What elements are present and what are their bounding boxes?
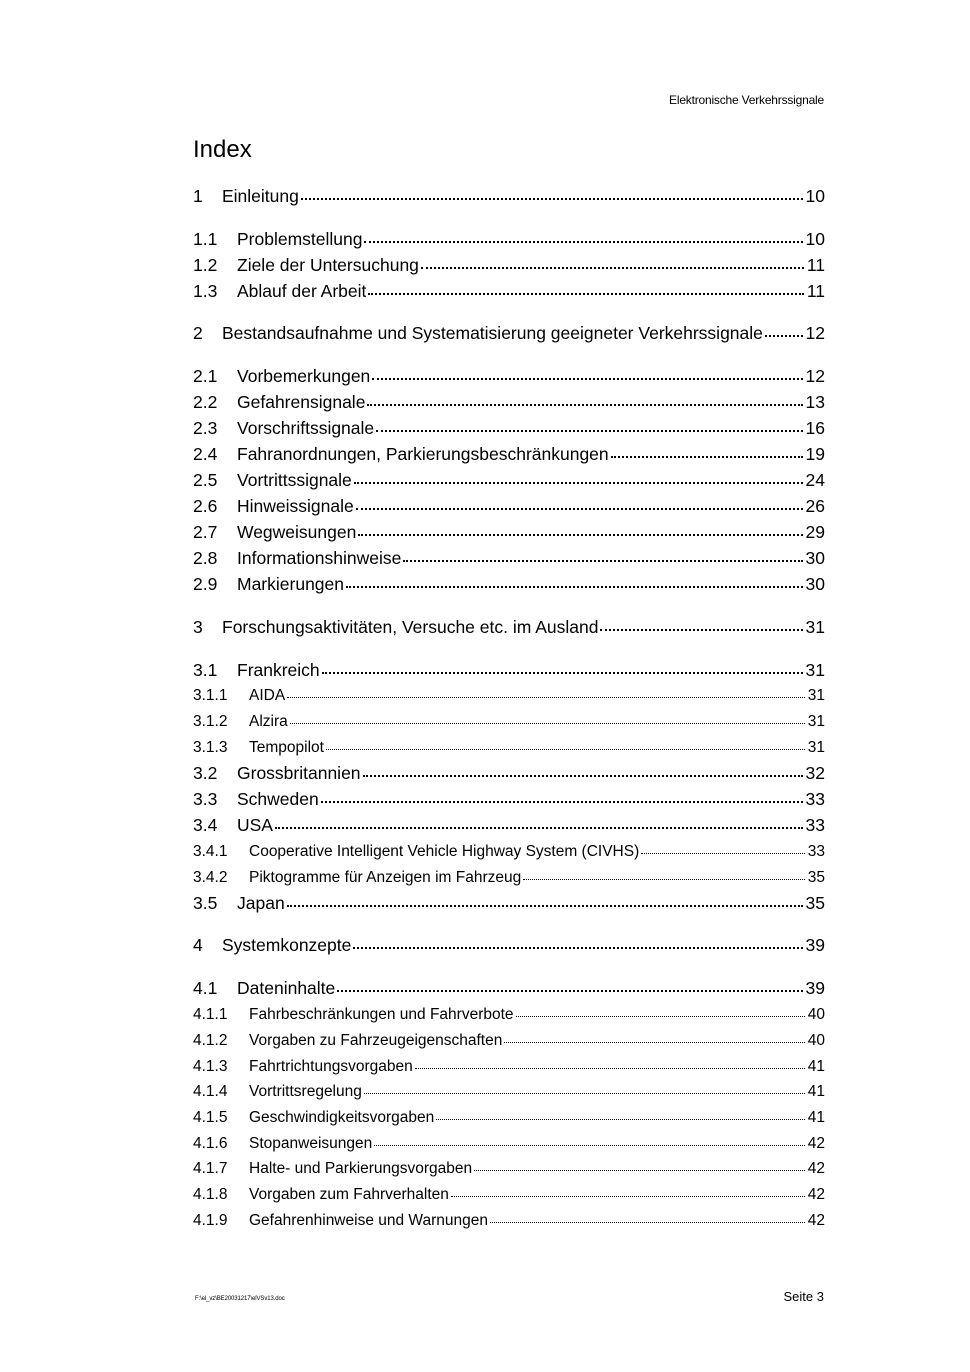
dot-leader — [337, 990, 802, 992]
toc-entry-number: 2.4 — [193, 444, 218, 464]
toc-entry-page: 31 — [807, 739, 825, 756]
toc-entry-title: Halte- und Parkierungsvorgaben — [249, 1160, 473, 1177]
toc-entry-title: Vorschriftssignale — [237, 418, 375, 438]
toc-entry-title: Alzira — [249, 713, 288, 730]
toc-entry-page: 42 — [807, 1160, 825, 1177]
dot-leader — [322, 672, 803, 674]
dot-leader — [367, 404, 802, 406]
dot-leader — [372, 378, 802, 380]
toc-entry-page: 33 — [805, 815, 825, 835]
toc-entry-title: Piktogramme für Anzeigen im Fahrzeug — [249, 869, 522, 886]
toc-entry-number: 2.6 — [193, 496, 218, 516]
toc-entry[interactable] — [193, 470, 825, 491]
toc-entry-page: 42 — [807, 1212, 825, 1229]
toc-entry-number: 3.4.2 — [193, 869, 228, 886]
toc-entry[interactable] — [193, 815, 825, 836]
toc-entry[interactable] — [193, 574, 825, 595]
toc-entry[interactable] — [193, 1160, 825, 1178]
toc-entry-title: Markierungen — [237, 574, 344, 594]
toc-entry-title: Gefahrenhinweise und Warnungen — [249, 1212, 488, 1229]
dot-leader — [504, 1042, 804, 1043]
toc-entry-number: 1.3 — [193, 281, 218, 301]
toc-entry-title: Forschungsaktivitäten, Versuche etc. im Ausland — [222, 617, 599, 637]
toc-entry-number: 2 — [193, 323, 203, 343]
toc-entry[interactable] — [193, 843, 825, 861]
toc-entry-page: 16 — [805, 418, 825, 438]
toc-entry-title: Bestandsaufnahme und Systematisierung geeigneter Verkehrssignale — [222, 323, 763, 343]
dot-leader — [523, 879, 805, 880]
dot-leader — [490, 1222, 805, 1223]
toc-entry-number: 4.1.1 — [193, 1006, 228, 1023]
toc-entry[interactable] — [193, 444, 825, 465]
toc-entry-title: Fahranordnungen, Parkierungsbeschränkungen — [237, 444, 609, 464]
toc-entry-title: Informationshinweise — [237, 548, 402, 568]
toc-entry-page: 42 — [807, 1186, 825, 1203]
toc-entry-page: 40 — [807, 1032, 825, 1049]
toc-entry[interactable] — [193, 548, 825, 569]
toc-entry-number: 3.4.1 — [193, 843, 228, 860]
toc-entry-title: Grossbritannien — [237, 763, 361, 783]
dot-leader — [287, 697, 805, 698]
toc-entry-page: 31 — [805, 660, 825, 680]
dot-leader — [363, 775, 803, 777]
toc-entry-page: 41 — [807, 1083, 825, 1100]
toc-entry-title: Hinweissignale — [237, 496, 354, 516]
toc-entry[interactable] — [193, 229, 825, 250]
toc-entry-number: 3.4 — [193, 815, 218, 835]
toc-entry-number: 3.1.3 — [193, 739, 228, 756]
toc-entry[interactable] — [193, 366, 825, 387]
toc-entry-page: 31 — [807, 713, 825, 730]
toc-entry[interactable] — [193, 617, 825, 638]
toc-entry-number: 4.1.4 — [193, 1083, 228, 1100]
toc-entry[interactable] — [193, 1109, 825, 1127]
dot-leader — [516, 1016, 805, 1017]
toc-entry-page: 11 — [806, 255, 825, 275]
toc-entry[interactable] — [193, 978, 825, 999]
dot-leader — [287, 905, 803, 907]
dot-leader — [451, 1196, 805, 1197]
toc-entry-number: 3.1.1 — [193, 687, 228, 704]
toc-entry[interactable] — [193, 1186, 825, 1204]
dot-leader — [403, 560, 802, 562]
toc-entry-title: Gefahrensignale — [237, 392, 366, 412]
toc-entry[interactable] — [193, 496, 825, 517]
dot-leader — [374, 1145, 805, 1146]
toc-entry-page: 32 — [805, 763, 825, 783]
dot-leader — [641, 853, 804, 854]
toc-entry[interactable] — [193, 418, 825, 439]
dot-leader — [321, 801, 803, 803]
toc-entry-number: 4.1.2 — [193, 1032, 228, 1049]
toc-entry[interactable] — [193, 281, 825, 302]
toc-entry-number: 4.1.9 — [193, 1212, 228, 1229]
toc-entry-title: Vorbemerkungen — [237, 366, 371, 386]
toc-entry-title: Vortrittsregelung — [249, 1083, 362, 1100]
toc-entry-number: 3.2 — [193, 763, 218, 783]
dot-leader — [326, 749, 805, 750]
toc-entry[interactable] — [193, 1032, 825, 1050]
toc-entry-number: 1.2 — [193, 255, 218, 275]
toc-entry[interactable] — [193, 1212, 825, 1230]
toc-entry-title: Dateninhalte — [237, 978, 336, 998]
toc-entry-number: 4.1.5 — [193, 1109, 228, 1126]
toc-entry-page: 41 — [807, 1058, 825, 1075]
dot-leader — [346, 586, 803, 588]
toc-entry[interactable] — [193, 739, 825, 757]
toc-entry-number: 4.1.3 — [193, 1058, 228, 1075]
toc-entry-page: 35 — [807, 869, 825, 886]
toc-entry-title: Fahrbeschränkungen und Fahrverbote — [249, 1006, 514, 1023]
toc-entry[interactable] — [193, 869, 825, 887]
toc-entry-title: Systemkonzepte — [222, 935, 352, 955]
toc-entry-page: 35 — [805, 893, 825, 913]
toc-entry-number: 2.5 — [193, 470, 218, 490]
toc-entry-title: Einleitung — [222, 186, 299, 206]
toc-entry[interactable] — [193, 713, 825, 731]
toc-entry[interactable] — [193, 789, 825, 810]
toc-entry-page: 11 — [806, 281, 825, 301]
toc-entry-title: Vorgaben zu Fahrzeugeigenschaften — [249, 1032, 503, 1049]
toc-entry-title: Ablauf der Arbeit — [237, 281, 367, 301]
toc-entry-number: 4.1.7 — [193, 1160, 228, 1177]
toc-entry-number: 2.3 — [193, 418, 218, 438]
toc-entry-page: 30 — [805, 548, 825, 568]
toc-entry-page: 30 — [805, 574, 825, 594]
toc-entry-title: Cooperative Intelligent Vehicle Highway System (CIVHS) — [249, 843, 640, 860]
toc-entry[interactable] — [193, 186, 825, 207]
toc-entry-number: 2.8 — [193, 548, 218, 568]
toc-entry[interactable] — [193, 323, 825, 344]
toc-entry[interactable] — [193, 255, 825, 276]
toc-entry-number: 1 — [193, 186, 203, 206]
toc-entry-number: 2.7 — [193, 522, 218, 542]
toc-entry-number: 4.1.8 — [193, 1186, 228, 1203]
toc-entry-page: 39 — [805, 978, 825, 998]
toc-entry-title: AIDA — [249, 687, 286, 704]
toc-entry-title: Fahrtrichtungsvorgaben — [249, 1058, 413, 1075]
toc-entry-title: Vortrittssignale — [237, 470, 352, 490]
dot-leader — [358, 534, 802, 536]
dot-leader — [611, 456, 803, 458]
toc-entry-title: Problemstellung — [237, 229, 363, 249]
toc-entry-page: 41 — [807, 1109, 825, 1126]
dot-leader — [356, 508, 803, 510]
dot-leader — [275, 827, 803, 829]
toc-entry-number: 4.1 — [193, 978, 218, 998]
toc-entry-page: 24 — [805, 470, 825, 490]
toc-entry-page: 10 — [805, 186, 825, 206]
toc-entry-number: 2.1 — [193, 366, 218, 386]
toc-entry[interactable] — [193, 935, 825, 956]
footer-page-number: Seite 3 — [783, 1289, 824, 1304]
toc-entry[interactable] — [193, 687, 825, 705]
toc-entry[interactable] — [193, 660, 825, 681]
toc-entry-number: 3.5 — [193, 893, 218, 913]
toc-entry-number: 1.1 — [193, 229, 218, 249]
dot-leader — [415, 1068, 805, 1069]
toc-entry-number: 3.1.2 — [193, 713, 228, 730]
toc-entry-page: 13 — [805, 392, 825, 412]
dot-leader — [474, 1170, 805, 1171]
toc-entry-title: Stopanweisungen — [249, 1135, 373, 1152]
toc-entry-page: 40 — [807, 1006, 825, 1023]
toc-entry[interactable] — [193, 1058, 825, 1076]
toc-entry-number: 4 — [193, 935, 203, 955]
dot-leader — [353, 947, 802, 949]
toc-entry-page: 31 — [807, 687, 825, 704]
toc-entry-title: USA — [237, 815, 273, 835]
toc-entry[interactable] — [193, 763, 825, 784]
toc-entry-title: Geschwindigkeitsvorgaben — [249, 1109, 435, 1126]
toc-entry-title: Frankreich — [237, 660, 320, 680]
toc-entry-number: 2.2 — [193, 392, 218, 412]
dot-leader — [368, 293, 803, 295]
toc-entry-title: Ziele der Untersuchung — [237, 255, 419, 275]
toc-entry-page: 31 — [805, 617, 825, 637]
dot-leader — [354, 482, 803, 484]
toc-entry-page: 33 — [807, 843, 825, 860]
toc-entry-title: Tempopilot — [249, 739, 324, 756]
toc-entry-page: 39 — [805, 935, 825, 955]
toc-entry-page: 42 — [807, 1135, 825, 1152]
toc-entry-page: 12 — [805, 366, 825, 386]
toc-entry-page: 12 — [805, 323, 825, 343]
toc-entry-number: 4.1.6 — [193, 1135, 228, 1152]
toc-entry-number: 2.9 — [193, 574, 218, 594]
toc-entry-page: 29 — [805, 522, 825, 542]
dot-leader — [290, 723, 805, 724]
toc-entry-title: Japan — [237, 893, 285, 913]
dot-leader — [765, 335, 803, 337]
toc-entry-title: Vorgaben zum Fahrverhalten — [249, 1186, 449, 1203]
dot-leader — [376, 430, 802, 432]
toc-entry-page: 26 — [805, 496, 825, 516]
footer-file-path: F:\el_vz\BE20031217\elVSv13.doc — [195, 1296, 285, 1302]
toc-entry-number: 3.1 — [193, 660, 218, 680]
toc-entry-page: 10 — [805, 229, 825, 249]
dot-leader — [301, 198, 803, 200]
toc-entry[interactable] — [193, 1006, 825, 1024]
toc-entry[interactable] — [193, 1083, 825, 1101]
toc-entry-title: Wegweisungen — [237, 522, 357, 542]
toc-entry[interactable] — [193, 392, 825, 413]
toc-entry-page: 19 — [805, 444, 825, 464]
dot-leader — [421, 267, 804, 269]
page-title: Index — [193, 136, 252, 163]
toc-entry-number: 3.3 — [193, 789, 218, 809]
dot-leader — [364, 241, 802, 243]
toc-entry[interactable] — [193, 1135, 825, 1153]
toc-entry-page: 33 — [805, 789, 825, 809]
toc-entry-title: Schweden — [237, 789, 319, 809]
dot-leader — [600, 629, 802, 631]
dot-leader — [364, 1093, 805, 1094]
running-header: Elektronische Verkehrssignale — [669, 93, 824, 107]
toc-entry[interactable] — [193, 522, 825, 543]
toc-entry[interactable] — [193, 893, 825, 914]
dot-leader — [436, 1119, 805, 1120]
toc-entry-number: 3 — [193, 617, 203, 637]
